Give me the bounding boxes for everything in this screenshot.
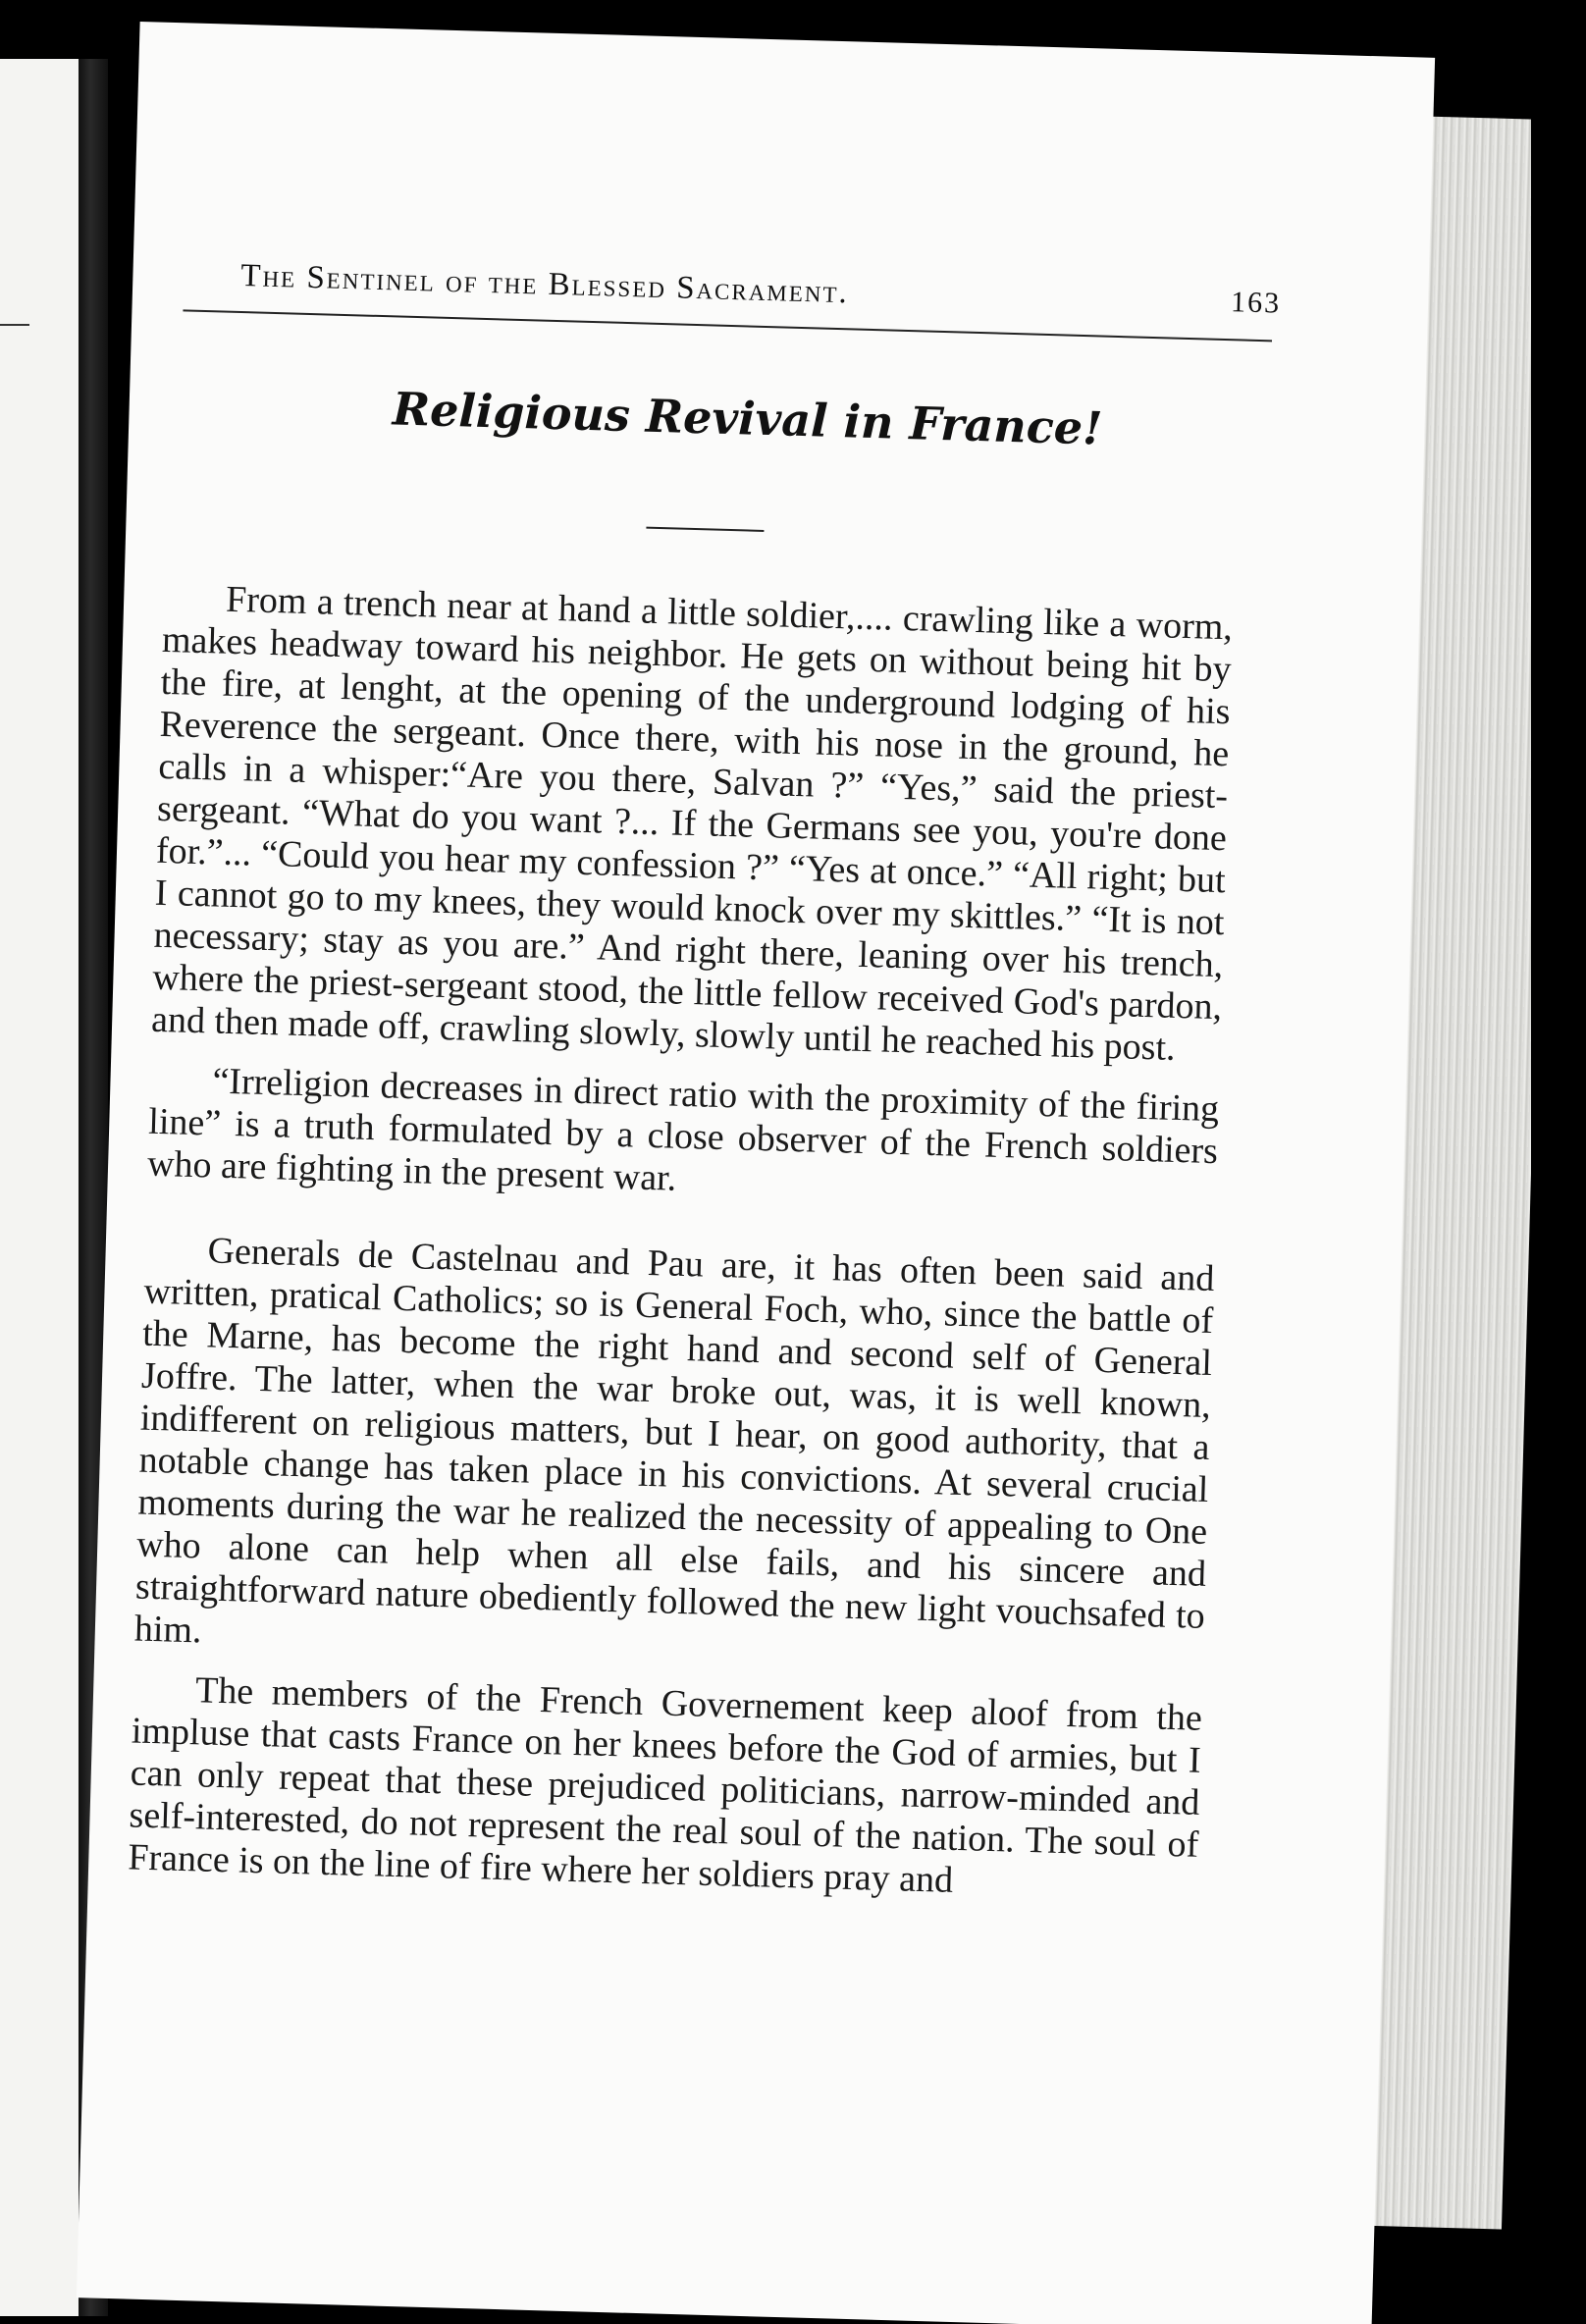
page-number: 163 <box>1230 286 1282 320</box>
facing-page-rule <box>0 324 29 326</box>
article-title: Religious Revival in France! <box>392 382 1104 455</box>
facing-page-edge <box>0 59 79 2316</box>
paragraph-1: From a trench near at hand a little soldier,.... crawling like a worm, makes headway toward his neighbor. He gets on without being hit by the fire, at lenght, at the opening of the underground lodging of his Reverence the sergeant. Once there, with his nose in the ground, he calls in a whisper:“Are you there, Salvan ?” “Yes,” said the priest-sergeant. “What do you want ?... If the Germans see you, you're done for.”... “Could you hear my confession ?” “Yes at once.” “All right; but I cannot go to my knees, they would knock over my skittles.” “It is not necessary; stay as you are.” And right there, leaning over his trench, where the priest-sergeant stood, the little fellow received God's pardon, and then made off, crawling slowly, slowly until he reached his post. <box>150 578 1234 1069</box>
edge-shadow <box>1531 118 1586 2228</box>
paragraph-4: The members of the French Governement keep aloof from the impluse that casts France on her knees before the God of armies, but I can only repeat that these prejudiced politicians, narrow-minded and self-interested, do not represent the real soul of the nation. The soul of France is on the line of fire where her soldiers pray and <box>127 1669 1203 1901</box>
book-page <box>77 22 1435 2324</box>
journal-title: The Sentinel of the Blessed Sacrament. <box>239 258 850 311</box>
title-divider <box>646 527 764 532</box>
paragraph-3: Generals de Castelnau and Pau are, it has often been said and written, pratical Catholics; so is General Foch, who, since the battle of the Marne, has become the right hand and second self of General Joffre. The latter, when the war broke out, was, it is well known, indifferent on religious matters, but I hear, on good authority, that a notable change has taken place in his convictions. At several crucial moments during the war he realized the necessity of appealing to One who alone can help when all else fails, and his sincere and straightforward nature obediently followed the new light vouchsafed to him. <box>133 1230 1215 1652</box>
article-body <box>127 577 1233 1927</box>
paragraph-2: “Irreligion decreases in direct ratio with the proximity of the firing line” is a truth formulated by a close observer of the French soldiers who are fighting in the present war. <box>146 1060 1220 1199</box>
running-head <box>240 258 1282 324</box>
